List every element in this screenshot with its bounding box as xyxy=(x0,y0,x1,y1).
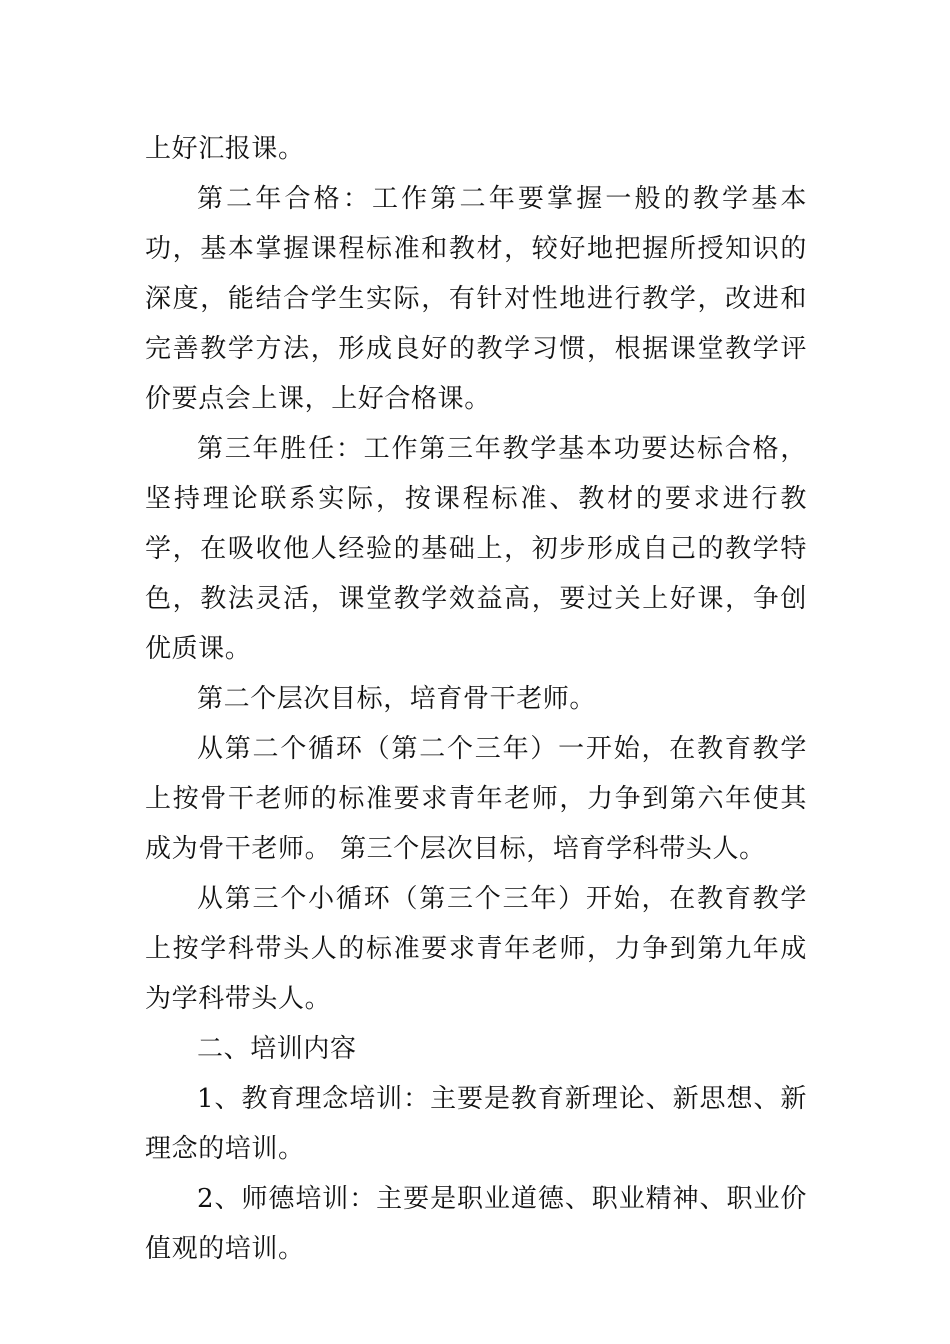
document-body xyxy=(145,124,807,1274)
paragraph-third-year: 第三年胜任：工作第三年教学基本功要达标合格，坚持理论联系实际，按课程标准、教材的要求进行教学，在吸收他人经验的基础上，初步形成自己的教学特色，教法灵活，课堂教学效益高，要过关上好课，争创优质课。 xyxy=(145,434,807,664)
paragraph-item-2: 2、师德培训：主要是职业道德、职业精神、职业价值观的培训。 xyxy=(145,1184,807,1264)
paragraph-second-cycle: 从第二个循环（第二个三年）一开始，在教育教学上按骨干老师的标准要求青年老师，力争到第六年使其成为骨干老师。 第三个层次目标，培育学科带头人。 xyxy=(145,734,807,864)
paragraph-second-level-goal: 第二个层次目标，培育骨干老师。 xyxy=(197,684,597,714)
paragraph-item-1: 1、教育理念培训：主要是教育新理论、新思想、新理念的培训。 xyxy=(145,1084,807,1164)
paragraph-continuation: 上好汇报课。 xyxy=(145,134,305,164)
paragraph-second-year: 第二年合格：工作第二年要掌握一般的教学基本功，基本掌握课程标准和教材，较好地把握所授知识的深度，能结合学生实际，有针对性地进行教学，改进和完善教学方法，形成良好的教学习惯，根据课堂教学评价要点会上课，上好合格课。 xyxy=(145,184,807,414)
paragraph-third-cycle: 从第三个小循环（第三个三年）开始，在教育教学上按学科带头人的标准要求青年老师，力争到第九年成为学科带头人。 xyxy=(145,884,807,1014)
section-heading-training-content: 二、培训内容 xyxy=(197,1034,357,1064)
